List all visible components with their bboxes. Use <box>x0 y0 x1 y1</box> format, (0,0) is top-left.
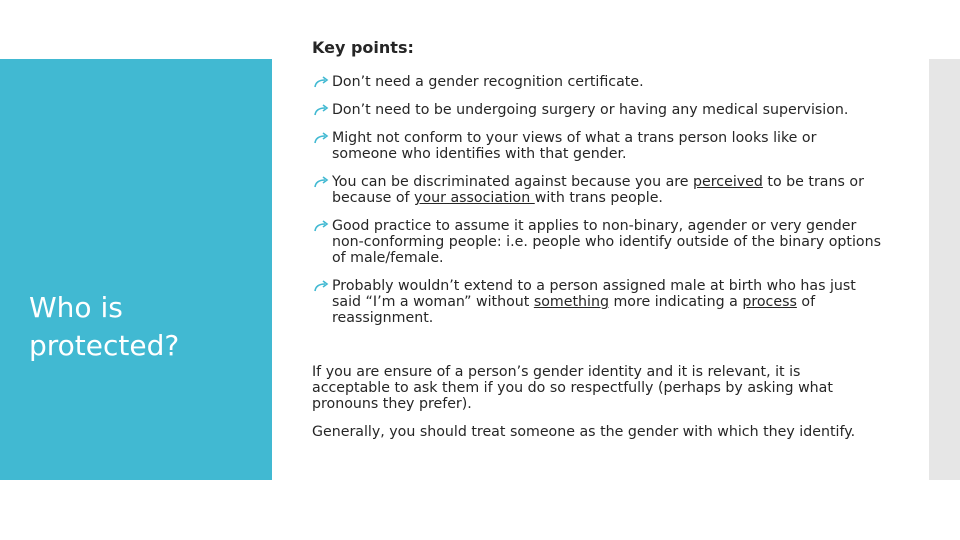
bullet-item <box>312 102 882 118</box>
bullet-item <box>312 278 882 326</box>
side-strip <box>929 59 960 480</box>
text-segment: to be trans or because of <box>332 174 864 206</box>
underlined-text: process <box>742 294 797 310</box>
text-segment: You can be discriminated against because you are <box>332 174 694 190</box>
paragraph: Generally, you should treat someone as the gender with which they identify. <box>312 424 856 440</box>
content-area <box>312 36 882 452</box>
underlined-text: your association <box>414 190 535 206</box>
title-panel <box>0 59 272 480</box>
text-segment: more indicating a <box>608 294 743 310</box>
bullet-item <box>312 130 882 162</box>
underlined-text: perceived <box>693 174 763 190</box>
underlined-text: something <box>533 294 609 310</box>
key-points-heading: Key points: <box>312 38 414 57</box>
bullet-list <box>312 74 882 326</box>
text-segment: Don’t need a gender recognition certificate. <box>332 74 644 90</box>
text-segment: of reassignment. <box>332 294 816 326</box>
curved-arrow-icon <box>314 176 330 188</box>
bullet-item <box>312 74 882 90</box>
text-segment: with trans people. <box>534 190 663 206</box>
text-segment: Probably wouldn’t extend to a person assigned male at birth who has just said “I’m a woman” without <box>332 278 856 310</box>
text-segment: Might not conform to your views of what a trans person looks like or someone who identifies with that gender. <box>332 130 817 162</box>
bullet-text <box>326 218 882 266</box>
bullet-item <box>312 174 882 206</box>
bullet-item <box>312 218 882 266</box>
curved-arrow-icon <box>314 280 330 292</box>
curved-arrow-icon <box>314 220 330 232</box>
bullet-text <box>326 102 882 118</box>
curved-arrow-icon <box>314 132 330 144</box>
slide-title: Who is protected? <box>29 291 180 362</box>
bullet-text <box>326 74 882 90</box>
bullet-text <box>326 130 882 162</box>
text-segment: Good practice to assume it applies to non-binary, agender or very gender non-conforming people: i.e. people who identify outside of the binary options of male/female. <box>332 218 881 266</box>
paragraph: If you are ensure of a person’s gender identity and it is relevant, it is acceptable to ask them if you do so respectfully (perhaps by asking what pronouns they prefer). <box>312 364 833 412</box>
text-segment: Don’t need to be undergoing surgery or having any medical supervision. <box>332 102 849 118</box>
bullet-text <box>326 174 882 206</box>
bullet-text <box>326 278 882 326</box>
curved-arrow-icon <box>314 76 330 88</box>
curved-arrow-icon <box>314 104 330 116</box>
